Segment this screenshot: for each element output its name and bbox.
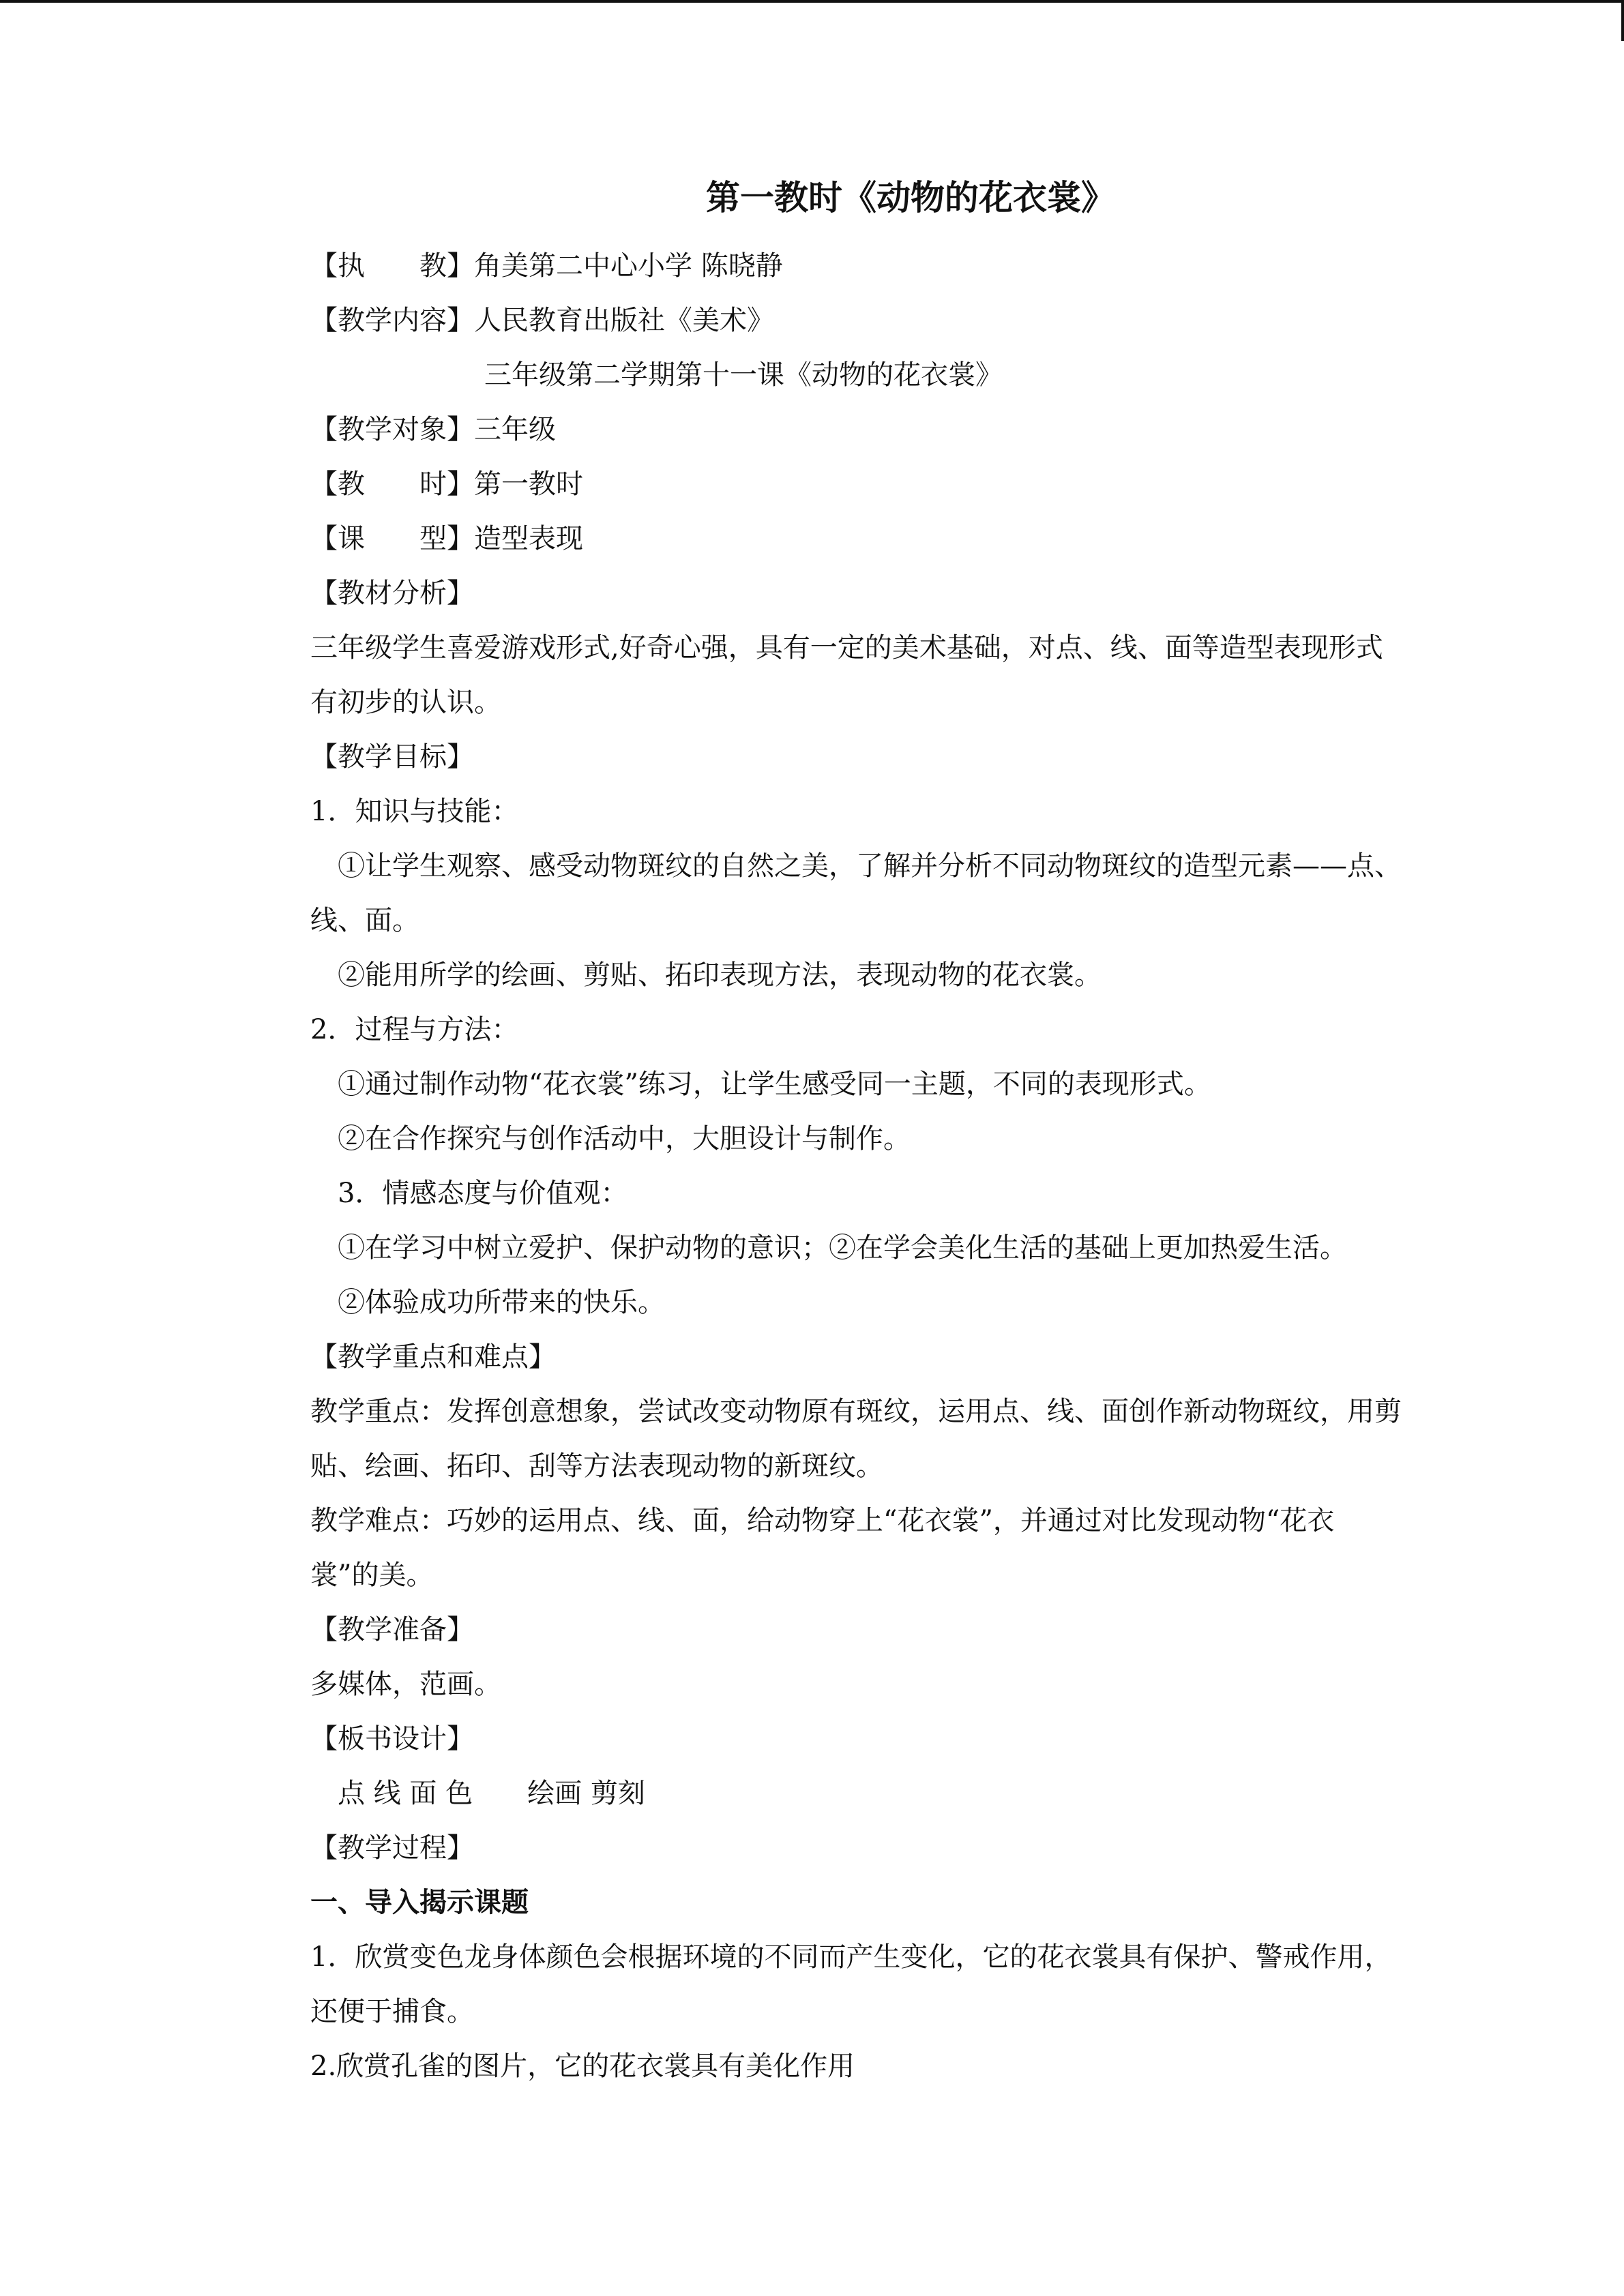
- analysis-text-2: 有初步的认识。: [310, 687, 501, 718]
- goal-1-item-1: ①让学生观察、感受动物斑纹的自然之美，了解并分析不同动物斑纹的造型元素——点、: [338, 850, 1402, 882]
- analysis-text-1: 三年级学生喜爱游戏形式,好奇心强，具有一定的美术基础，对点、线、面等造型表现形式: [310, 632, 1383, 664]
- audience-line: 【教学对象】三年级: [310, 414, 556, 445]
- document-body: [310, 157, 1470, 2093]
- key-point-text-2: 贴、绘画、拓印、刮等方法表现动物的新斑纹。: [310, 1450, 883, 1482]
- goal-3-heading: 3．情感态度与价值观：: [338, 1178, 628, 1209]
- goal-3-item-2: ②体验成功所带来的快乐。: [338, 1287, 665, 1318]
- preparation-text: 多媒体，范画。: [310, 1669, 501, 1700]
- goal-1-item-2: ②能用所学的绘画、剪贴、拓印表现方法，表现动物的花衣裳。: [338, 959, 1102, 991]
- goal-2-item-1: ①通过制作动物“花衣裳”练习，让学生感受同一主题，不同的表现形式。: [338, 1069, 1211, 1100]
- analysis-heading: 【教材分析】: [310, 578, 474, 609]
- goal-1-item-1-cont: 线、面。: [310, 905, 419, 936]
- section-1-heading: 一、导入揭示课题: [310, 1886, 529, 1918]
- teacher-line: 【执 教】角美第二中心小学 陈晓静: [310, 250, 783, 282]
- period-line: 【教 时】第一教时: [310, 468, 583, 500]
- goal-2-item-2: ②在合作探究与创作活动中，大胆设计与制作。: [338, 1123, 911, 1154]
- content-line: 【教学内容】人民教育出版社《美术》: [310, 305, 774, 336]
- difficulty-text-1: 教学难点：巧妙的运用点、线、面，给动物穿上“花衣裳”，并通过对比发现动物“花衣: [310, 1505, 1335, 1536]
- goal-3-item-1: ①在学习中树立爱护、保护动物的意识；②在学会美化生活的基础上更加热爱生活。: [338, 1232, 1347, 1264]
- process-heading: 【教学过程】: [310, 1832, 474, 1864]
- goals-heading: 【教学目标】: [310, 741, 474, 773]
- difficulty-text-2: 裳”的美。: [310, 1560, 434, 1591]
- goal-1-heading: 1．知识与技能：: [310, 796, 519, 827]
- section-1-item-2: 2.欣赏孔雀的图片，它的花衣裳具有美化作用: [310, 2051, 855, 2082]
- content-line-continued: 三年级第二学期第十一课《动物的花衣裳》: [484, 359, 1003, 391]
- lesson-type-line: 【课 型】造型表现: [310, 523, 583, 554]
- document-title: 第一教时《动物的花衣裳》: [706, 177, 1115, 218]
- preparation-heading: 【教学准备】: [310, 1614, 474, 1645]
- board-design-heading: 【板书设计】: [310, 1723, 474, 1755]
- section-1-item-1: 1．欣赏变色龙身体颜色会根据环境的不同而产生变化，它的花衣裳具有保护、警戒作用，: [310, 1941, 1392, 1973]
- key-points-heading: 【教学重点和难点】: [310, 1341, 556, 1373]
- page-top-border: [0, 0, 1624, 3]
- key-point-text-1: 教学重点：发挥创意想象，尝试改变动物原有斑纹，运用点、线、面创作新动物斑纹，用剪: [310, 1396, 1402, 1427]
- board-design-text: 点 线 面 色 绘画 剪刻: [338, 1778, 645, 1809]
- goal-2-heading: 2．过程与方法：: [310, 1014, 519, 1045]
- section-1-item-1-cont: 还便于捕食。: [310, 1996, 474, 2027]
- page-right-border: [1621, 0, 1624, 41]
